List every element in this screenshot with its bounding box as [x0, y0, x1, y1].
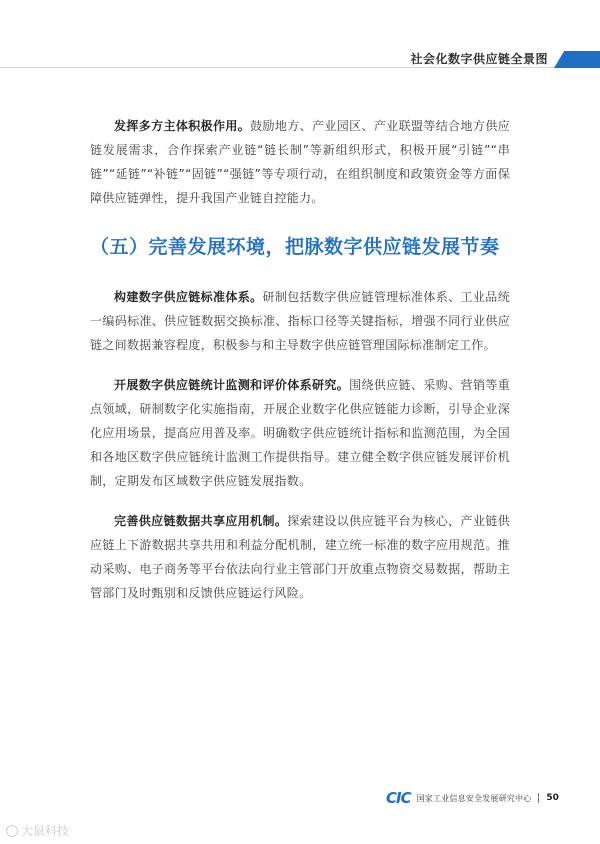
intro-paragraph: [90, 114, 510, 210]
footer-organization: 国家工业信息安全发展研究中心: [416, 793, 532, 803]
section-paragraph-data-sharing: [90, 509, 510, 605]
header-rule: [0, 67, 572, 68]
header-title: 社会化数字供应链全景图: [410, 52, 548, 66]
watermark-logo-icon: [6, 825, 18, 837]
intro-paragraph-lead: 发挥多方主体积极作用。: [114, 119, 251, 133]
section-paragraph-monitoring: [90, 373, 510, 493]
paragraph-lead: 构建数字供应链标准体系。: [114, 290, 263, 304]
paragraph-text: 研制包括数字供应链管理标准体系、工业品统一编码标准、供应链数据交换标准、指标口径等关键指标，增强不同行业供应链之间数据兼容程度，积极参与和主导数字供应链管理国际标准制定工作。: [90, 290, 510, 352]
watermark-text: 大鼠科技: [21, 824, 70, 838]
paragraph-text: 围绕供应链、采购、营销等重点领域，研制数字化实施指南，开展企业数字化供应链能力诊断，引导企业深化应用场景，提高应用普及率。明确数字供应链统计指标和监测范围，为全国和各地区数字供应链统计监测工作提供指导。建立健全数字供应链发展评价机制，定期发布区域数字供应链发展指数。: [90, 378, 510, 488]
cic-logo: CIC: [386, 789, 411, 807]
page-number: 50: [546, 793, 559, 803]
paragraph-lead: 完善供应链数据共享应用机制。: [114, 514, 288, 528]
footer-divider: [538, 793, 539, 803]
header-accent-tab: [554, 51, 600, 68]
intro-block: [90, 114, 510, 210]
paragraph-lead: 开展数字供应链统计监测和评价体系研究。: [114, 378, 350, 392]
intro-paragraph-text: 鼓励地方、产业园区、产业联盟等结合地方供应链发展需求，合作探索产业链“链长制”等新组织形式，积极开展“引链”“串链”“延链”“补链”“固链”“强链”等专项行动，在组织制度和政策资金等方面保障供应链弹性，提升我国产业链自控能力。: [90, 119, 510, 205]
section-paragraph-standards: [90, 285, 510, 357]
page-footer: [386, 789, 559, 807]
section-body: [90, 285, 510, 605]
section-title: （五）完善发展环境，把脉数字供应链发展节奏: [90, 236, 500, 258]
watermark: [6, 822, 69, 839]
paragraph-text: 探索建设以供应链平台为核心，产业链供应链上下游数据共享共用和利益分配机制，建立统一标准的数字应用规范。推动采购、电子商务等平台依法向行业主管部门开放重点物资交易数据，帮助主管部门及时甄别和反馈供应链运行风险。: [90, 514, 510, 600]
